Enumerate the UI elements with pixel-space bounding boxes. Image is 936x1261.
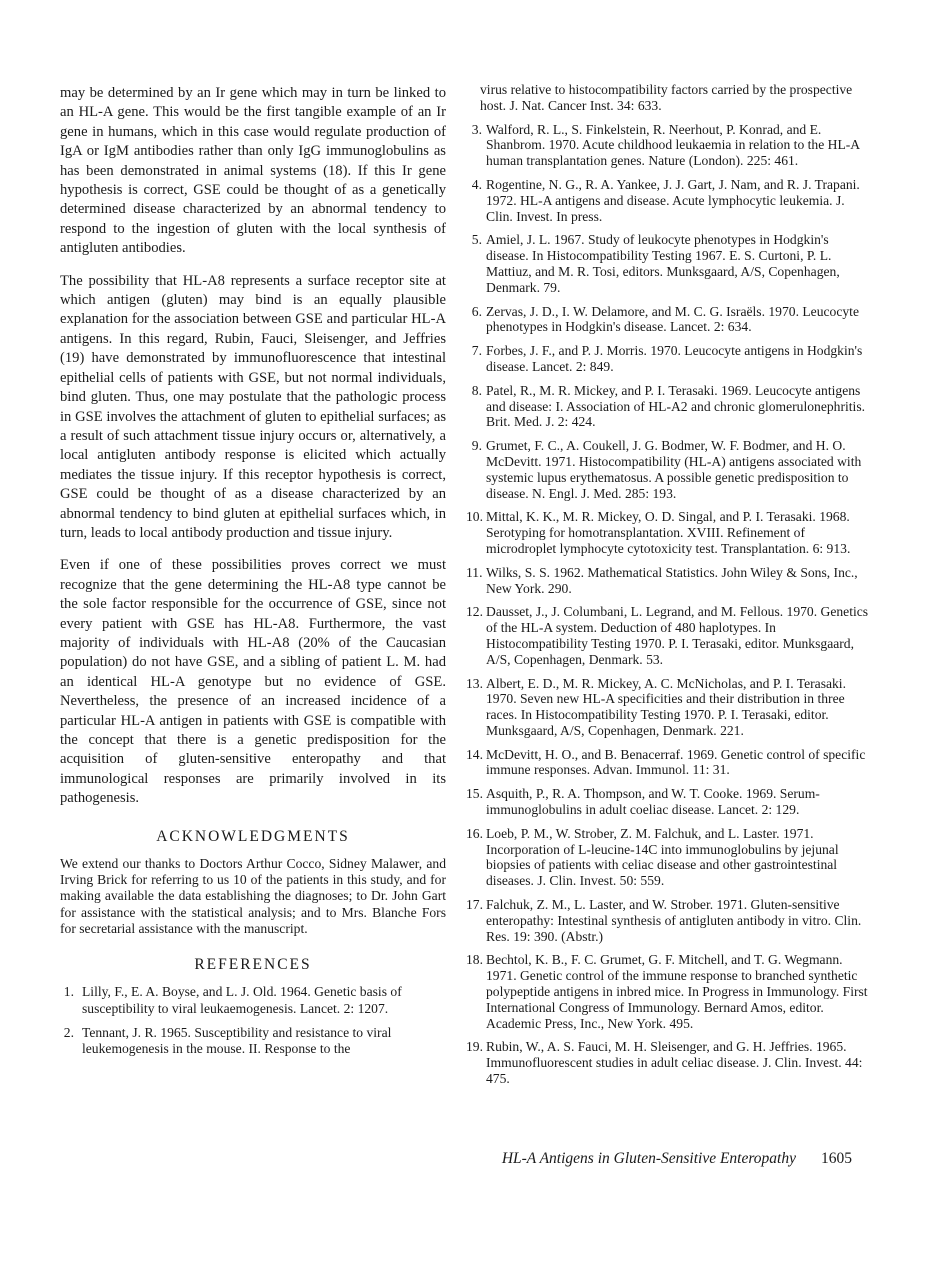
reference-item (466, 676, 872, 739)
reference-number: 8. (471, 382, 482, 398)
reference-item (466, 1039, 872, 1086)
reference-text: Dausset, J., J. Columbani, L. Legrand, and M. Fellous. 1970. Genetics of the HL-A system. Deduction of 480 haplotypes. In Histocompatibility Testing 1970. P. I. Terasaki, editor. Munksgaard, A/S, Copenhagen, Denmark. 53. (486, 604, 869, 667)
reference-text: Tennant, J. R. 1965. Susceptibility and resistance to viral leukemogenesis in the mouse. II. Response to the (82, 1024, 392, 1057)
reference-item (466, 897, 872, 944)
body-paragraph-2: The possibility that HL-A8 represents a surface receptor site at which antigen (gluten) may bind is an equally plausible explanation for the association between GSE and particular HL-A antigens. In this regard, Rubin, Fauci, Sleisenger, and Jeffries (19) have demonstrated by immunofluorescence that intestinal epithelial cells of patients with GSE, but not normal individuals, bind gluten. Thus, one may postulate that the pathologic process in GSE involves the attachment of gluten to epithelial surfaces; as a result of such attachment tissue injury occurs or, alternatively, a local antigluten antibody response is elicited which actually mediates the tissue injury. If this receptor hypothesis is correct, GSE could be thought of as a disease characterized by an abnormal tendency to bind gluten at epithelial surfaces which, in turn, leads to local antibody production and tissue injury. (60, 272, 446, 541)
reference-item (466, 304, 872, 336)
body-paragraph-3: Even if one of these possibilities proves correct we must recognize that the gene determining the HL-A8 type cannot be the sole factor responsible for the occurrence of GSE, since not every patient with GSE has HL-A8. Furthermore, the vast majority of individuals with HL-A8 (20% of the Caucasian population) do not have GSE, and a sibling of patient L. M. had an identical HL-A genotype but no evidence of GSE. Nevertheless, the presence of an increased incidence of a particular HL-A antigen in patients with GSE is compatible with the concept that there is a genetic predisposition for the acquisition of gluten-sensitive enteropathy and that immunological responses are primarily involved in its pathogenesis. (60, 557, 446, 807)
reference-list-right (466, 122, 872, 1087)
reference-text: Walford, R. L., S. Finkelstein, R. Neerhout, P. Konrad, and E. Shanbrom. 1970. Acute childhood leukaemia in relation to the HL-A human transplantation genes. Nature (London). 225: 461. (486, 121, 860, 169)
reference-item (466, 786, 872, 818)
reference-item (466, 122, 872, 169)
reference-text: Asquith, P., R. A. Thompson, and W. T. Cooke. 1969. Serum-immunoglobulins in adult coeliac disease. Lancet. 2: 129. (486, 786, 820, 818)
reference-item (466, 232, 872, 295)
reference-text: Rogentine, N. G., R. A. Yankee, J. J. Gart, J. Nam, and R. J. Trapani. 1972. HL-A antigens and disease. Acute lymphocytic leukemia. J. Clin. Invest. In press. (486, 176, 860, 224)
reference-item (466, 952, 872, 1031)
reference-item (466, 177, 872, 224)
reference-number: 10. (466, 509, 483, 525)
reference-text: Grumet, F. C., A. Coukell, J. G. Bodmer, W. F. Bodmer, and H. O. McDevitt. 1971. Histocompatibility (HL-A) antigens associated with systemic lupus erythematosus. A possible genetic predisposition to disease. N. Engl. J. Med. 285: 193. (486, 438, 862, 501)
right-column (466, 82, 872, 1095)
reference-number: 13. (466, 675, 483, 691)
reference-number: 4. (471, 176, 482, 192)
reference-text: Falchuk, Z. M., L. Laster, and W. Strober. 1971. Gluten-sensitive enteropathy: Intestinal synthesis of antigluten antibody in vitro. Clin. Res. 19: 390. (Abstr.) (486, 897, 862, 944)
reference-text: Wilks, S. S. 1962. Mathematical Statistics. John Wiley & Sons, Inc., New York. 290. (486, 564, 858, 596)
reference-text: Albert, E. D., M. R. Mickey, A. C. McNicholas, and P. I. Terasaki. 1970. Seven new HL-A specificities and their distribution in three races. In Histocompatibility Testing 1970. P. I. Terasaki, editor. Munksgaard, A/S, Copenhagen, Denmark. 221. (486, 675, 846, 738)
reference-item (466, 438, 872, 501)
reference-text: Loeb, P. M., W. Strober, Z. M. Falchuk, and L. Laster. 1971. Incorporation of L-leucine-14C into immunoglobulins by jejunal biopsies of patients with celiac disease and other gastrointestinal diseases. J. Clin. Invest. 50: 559. (486, 825, 839, 889)
reference-number: 19. (466, 1039, 483, 1055)
reference-number: 11. (466, 564, 483, 580)
left-column (60, 84, 446, 1065)
reference-number: 15. (466, 786, 483, 802)
reference-item (466, 826, 872, 889)
reference-text: Forbes, J. F., and P. J. Morris. 1970. Leucocyte antigens in Hodgkin's disease. Lancet. 2: 849. (486, 343, 863, 374)
reference-item (466, 747, 872, 779)
reference-number: 12. (466, 604, 483, 620)
reference-number: 7. (471, 343, 482, 359)
reference-item (466, 565, 872, 597)
body-paragraph-1: may be determined by an Ir gene which may in turn be linked to an HL-A gene. This would be the first tangible example of an Ir gene in humans, which in this case would regulate production of IgA or IgM antibodies rather than only IgG immunoglobulins as has been demonstrated in animal systems (18). If this Ir gene hypothesis is correct, GSE could be thought of as a genetically determined disease characterized by an abnormal tendency to respond to the ingestion of gluten with the local synthesis of antigluten antibodies. (60, 85, 446, 257)
reference-item (60, 1025, 446, 1057)
reference-number: 9. (471, 438, 482, 454)
running-title: HL-A Antigens in Gluten-Sensitive Enteropathy (501, 1150, 796, 1167)
reference-number: 16. (466, 825, 483, 841)
reference-number: 17. (466, 897, 483, 913)
reference-item (466, 509, 872, 556)
reference-text: Rubin, W., A. S. Fauci, M. H. Sleisenger, and G. H. Jeffries. 1965. Immunofluorescent studies in adult celiac disease. J. Clin. Invest. 44: 475. (486, 1039, 863, 1087)
reference-continuation: virus relative to histocompatibility factors carried by the prospective host. J. Nat. Cancer Inst. 34: 633. (480, 82, 853, 113)
references-heading: REFERENCES (194, 956, 312, 974)
reference-text: McDevitt, H. O., and B. Benacerraf. 1969. Genetic control of specific immune responses. Advan. Immunol. 11: 31. (486, 746, 866, 778)
reference-item (60, 984, 446, 1016)
reference-text: Zervas, J. D., I. W. Delamore, and M. C. G. Israëls. 1970. Leucocyte phenotypes in Hodgkin's disease. Lancet. 2: 634. (486, 303, 859, 335)
reference-text: Lilly, F., E. A. Boyse, and L. J. Old. 1964. Genetic basis of susceptibility to viral leukaemogenesis. Lancet. 2: 1207. (82, 984, 402, 1016)
reference-text: Bechtol, K. B., F. C. Grumet, G. F. Mitchell, and T. G. Wegmann. 1971. Genetic control of the immune response to branched synthetic polypeptide antigens in inbred mice. In Progress in Immunology. First International Congress of Immunology. Bernard Amos, editor. Academic Press, Inc., New York. 495. (486, 952, 868, 1031)
reference-number: 3. (471, 121, 482, 137)
acknowledgments-heading: ACKNOWLEDGMENTS (156, 827, 350, 845)
reference-list-left (60, 984, 446, 1057)
reference-number: 14. (466, 746, 483, 762)
reference-number: 2. (63, 1024, 74, 1040)
reference-text: Patel, R., M. R. Mickey, and P. I. Terasaki. 1969. Leucocyte antigens and disease: I. Association of HL-A2 and chronic glomerulonephritis. Brit. Med. J. 2: 424. (486, 382, 866, 430)
reference-item (466, 343, 872, 375)
reference-item (466, 383, 872, 430)
reference-number: 18. (466, 952, 483, 968)
reference-item (466, 604, 872, 667)
reference-number: 1. (63, 984, 74, 1000)
reference-number: 6. (471, 303, 482, 319)
reference-number: 5. (471, 232, 482, 248)
acknowledgments-text: We extend our thanks to Doctors Arthur Cocco, Sidney Malawer, and Irving Brick for referring to us 10 of the patients in this study, and for making available the data establishing the diagnoses; to Dr. John Gart for assistance with the statistical analysis; and to Mrs. Blanche Fors for secretarial assistance with the manuscript. (60, 856, 446, 936)
page-number: 1605 (821, 1150, 852, 1167)
reference-text: Mittal, K. K., M. R. Mickey, O. D. Singal, and P. I. Terasaki. 1968. Serotyping for homotransplantation. XVIII. Refinement of microdroplet lymphocyte cytotoxicity test. Transplantation. 6: 913. (486, 509, 851, 556)
reference-text: Amiel, J. L. 1967. Study of leukocyte phenotypes in Hodgkin's disease. In Histocompatibility Testing 1967. E. S. Curtoni, P. L. Mattiuz, and M. R. Tosi, editors. Munksgaard, A/S, Copenhagen, Denmark. 79. (486, 232, 840, 295)
